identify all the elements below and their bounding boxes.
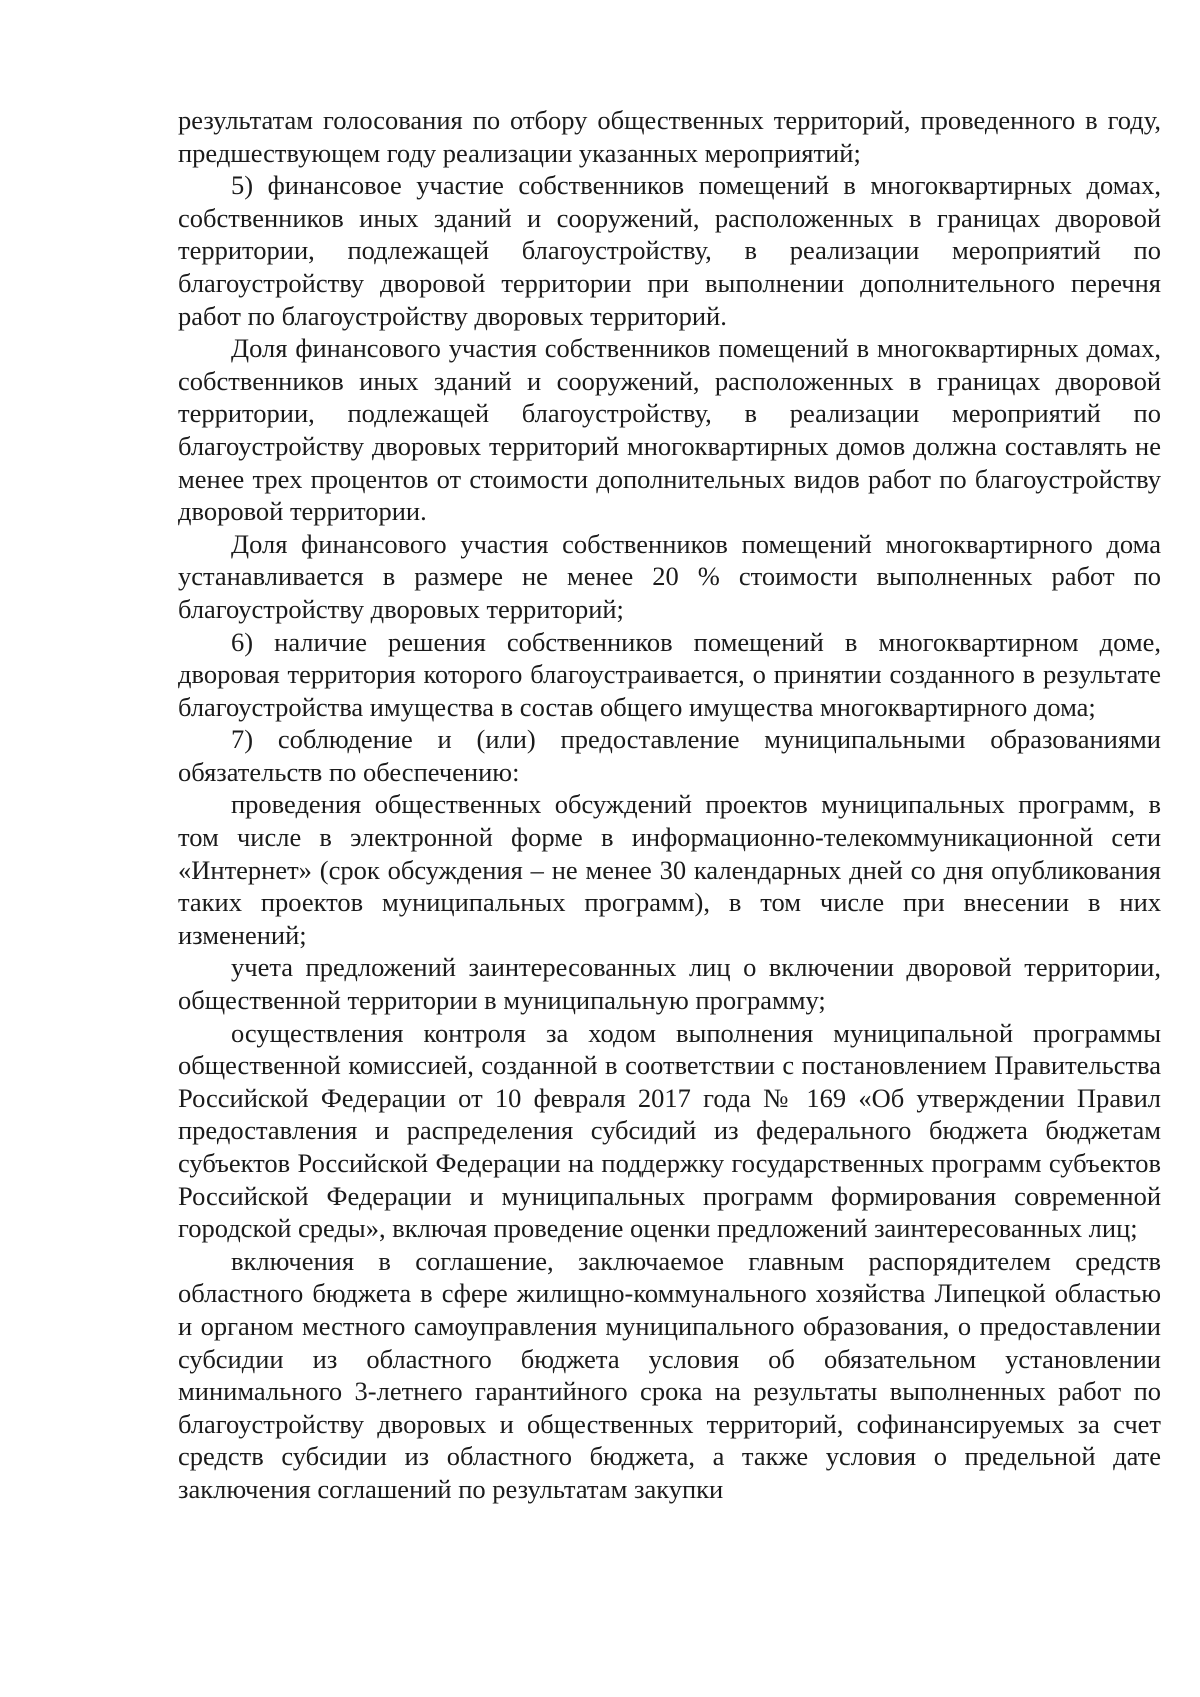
- paragraph-program-control: осуществления контроля за ходом выполнения муниципальной программы общественной комиссией, созданной в соответствии с постановлением Правительства Российской Федерации от 10 февраля 2017 года № 169 «Об утверждении Правил предоставления и распределения субсидий из федерального бюджета бюджетам субъектов Российской Федерации на поддержку государственных программ субъектов Российской Федерации и муниципальных программ формирования современной городской среды», включая проведение оценки предложений заинтересованных лиц;: [178, 1017, 1161, 1244]
- paragraph-voting-results: результатам голосования по отбору общественных территорий, проведенного в году, предшествующем году реализации указанных мероприятий;: [178, 105, 1161, 168]
- paragraph-agreement-inclusion: включения в соглашение, заключаемое главным распорядителем средств областного бюджета в сфере жилищно-коммунального хозяйства Липецкой областью и органом местного самоуправления муниципального образования, о предоставлении субсидии из областного бюджета условия об обязательном установлении минимального 3-летнего гарантийного срока на результаты выполненных работ по благоустройству дворовых и общественных территорий, софинансируемых за счет средств субсидии из областного бюджета, а также условия о предельной дате заключения соглашений по результатам закупки: [178, 1245, 1161, 1504]
- paragraph-item-5-financial-participation: 5) финансовое участие собственников помещений в многоквартирных домах, собственников иных зданий и сооружений, расположенных в границах дворовой территории, подлежащей благоустройству, в реализации мероприятий по благоустройству дворовой территории при выполнении дополнительного перечня работ по благоустройству дворовых территорий.: [178, 170, 1161, 331]
- paragraph-share-twenty-percent: Доля финансового участия собственников помещений многоквартирного дома устанавливается в размере не менее 20 % стоимости выполненных работ по благоустройству дворовых территорий;: [178, 528, 1161, 624]
- paragraph-share-three-percent: Доля финансового участия собственников помещений в многоквартирных домах, собственников иных зданий и сооружений, расположенных в границах дворовой территории, подлежащей благоустройству, в реализации мероприятий по благоустройству дворовых территорий многоквартирных домов должна составлять не менее трех процентов от стоимости дополнительных видов работ по благоустройству дворовой территории.: [178, 333, 1161, 527]
- document-body: [178, 104, 1161, 1506]
- paragraph-item-7-obligations: 7) соблюдение и (или) предоставление муниципальными образованиями обязательств по обеспечению:: [178, 724, 1161, 787]
- paragraph-public-discussions: проведения общественных обсуждений проектов муниципальных программ, в том числе в электронной форме в информационно-телекоммуникационной сети «Интернет» (срок обсуждения – не менее 30 календарных дней со дня опубликования таких проектов муниципальных программ), в том числе при внесении в них изменений;: [178, 789, 1161, 950]
- paragraph-item-6-owners-decision: 6) наличие решения собственников помещений в многоквартирном доме, дворовая территория которого благоустраивается, о принятии созданного в результате благоустройства имущества в состав общего имущества многоквартирного дома;: [178, 626, 1161, 722]
- paragraph-stakeholder-proposals: учета предложений заинтересованных лиц о включении дворовой территории, общественной территории в муниципальную программу;: [178, 952, 1161, 1016]
